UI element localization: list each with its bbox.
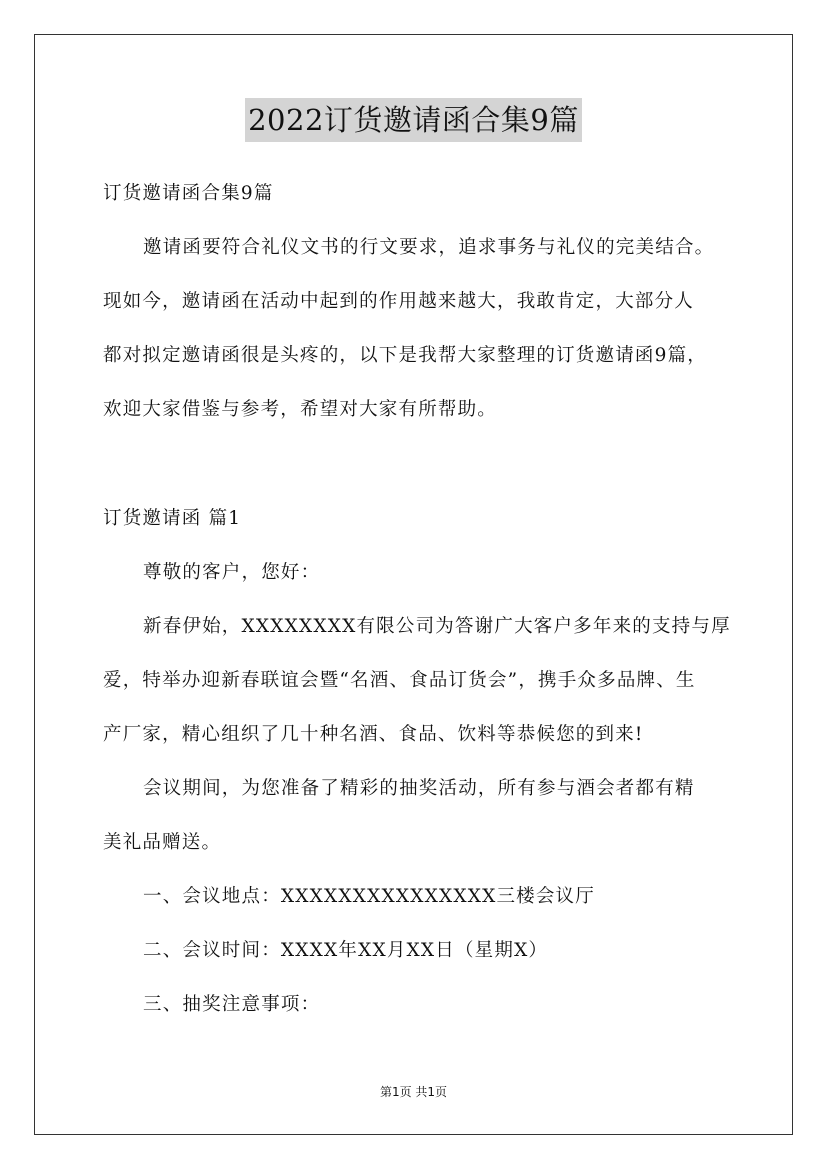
body-line: 美礼品赠送。 [103,832,222,853]
body-line: 新春伊始，XXXXXXXX有限公司为答谢广大客户多年来的支持与厚 [143,616,731,637]
list-item: 二、会议时间：XXXX年XX月XX日（星期X） [143,940,549,961]
intro-line: 现如今，邀请函在活动中起到的作用越来越大，我敢肯定，大部分人 [103,291,695,312]
title-container [0,98,827,142]
body-line: 会议期间，为您准备了精彩的抽奖活动，所有参与酒会者都有精 [143,778,695,799]
document-subtitle: 订货邀请函合集9篇 [103,183,274,204]
page-number: 第1页 共1页 [379,1085,448,1099]
list-item: 三、抽奖注意事项： [143,994,321,1015]
intro-line: 欢迎大家借鉴与参考，希望对大家有所帮助。 [103,399,498,420]
body-line: 爱，特举办迎新春联谊会暨“名酒、食品订货会”，携手众多品牌、生 [103,670,696,691]
list-item: 一、会议地点：XXXXXXXXXXXXXXX三楼会议厅 [143,886,595,907]
body-line: 产厂家，精心组织了几十种名酒、食品、饮料等恭候您的到来! [103,724,644,745]
section-heading: 订货邀请函 篇1 [103,508,242,529]
greeting: 尊敬的客户，您好： [143,562,321,583]
intro-line: 都对拟定邀请函很是头疼的，以下是我帮大家整理的订货邀请函9篇， [103,345,707,366]
document-title: 2022订货邀请函合集9篇 [245,98,582,142]
intro-line: 邀请函要符合礼仪文书的行文要求，追求事务与礼仪的完美结合。 [143,237,715,258]
